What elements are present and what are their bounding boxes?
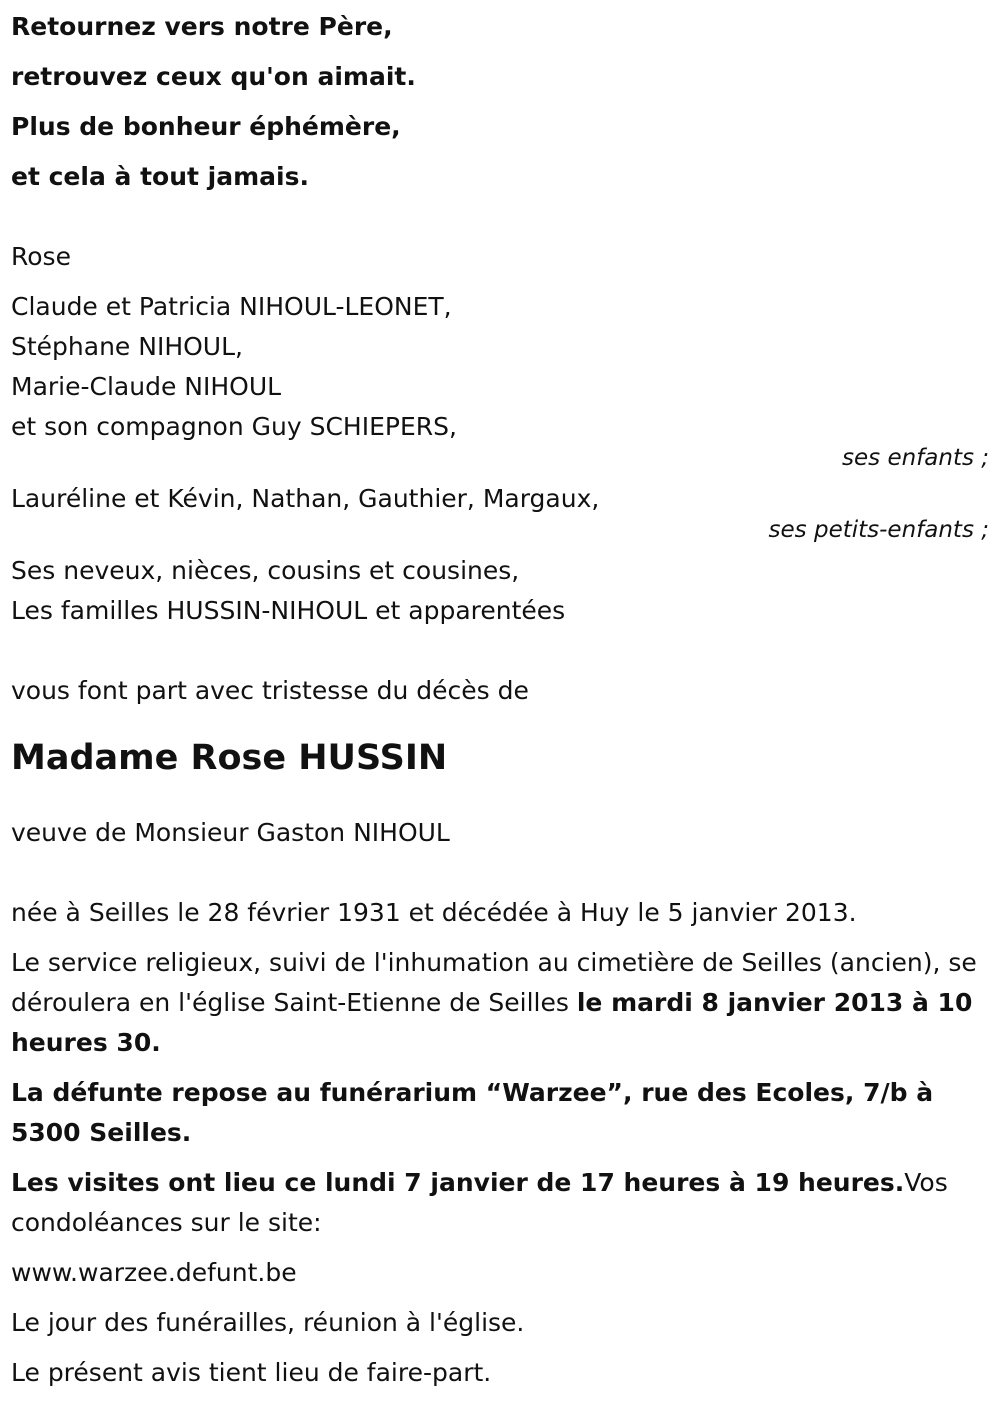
child-line: et son compagnon Guy SCHIEPERS,: [11, 412, 457, 441]
grandchildren-role: ses petits-enfants ;: [768, 517, 989, 543]
poem-line: Retournez vers notre Père,: [11, 12, 393, 41]
grandchildren-line: Lauréline et Kévin, Nathan, Gauthier, Margaux,: [11, 484, 600, 513]
other-relatives: [11, 551, 991, 631]
funerarium-text: La défunte repose au funérarium “Warzee”, rue des Ecoles, 7/b à 5300 Seilles.: [11, 1078, 934, 1147]
poem-line: et cela à tout jamais.: [11, 162, 309, 191]
poem-line: Plus de bonheur éphémère,: [11, 112, 401, 141]
visits-info: [11, 1163, 991, 1243]
service-info: [11, 943, 991, 1063]
child-line: Claude et Patricia NIHOUL-LEONET,: [11, 292, 452, 321]
service-date: le mardi 8 janvier 2013 à 10 heures 30.: [11, 988, 973, 1057]
deceased-name: Madame Rose HUSSIN: [11, 738, 448, 778]
relatives-line: Les familles HUSSIN-NIHOUL et apparentées: [11, 596, 566, 625]
birth-death: née à Seilles le 28 février 1931 et décédée à Huy le 5 janvier 2013.: [11, 898, 857, 927]
grandchildren-list: [11, 479, 991, 541]
notice-info: Le présent avis tient lieu de faire-part.: [11, 1358, 492, 1387]
widow-of: veuve de Monsieur Gaston NIHOUL: [11, 818, 450, 847]
obituary-notice: [11, 7, 991, 1403]
meeting-info: Le jour des funérailles, réunion à l'église.: [11, 1308, 525, 1337]
funerarium-info: [11, 1073, 991, 1153]
spouse: [11, 237, 991, 277]
condolences-text: Vos condoléances sur le site:: [11, 1168, 948, 1237]
website: www.warzee.defunt.be: [11, 1258, 297, 1287]
children-list: [11, 287, 991, 469]
service-text: Le service religieux, suivi de l'inhumation au cimetière de Seilles (ancien), se déroulera en l'église Saint-Etienne de Seilles: [11, 948, 977, 1017]
announcement: vous font part avec tristesse du décès de: [11, 676, 529, 705]
poem: [11, 7, 991, 197]
poem-line: retrouvez ceux qu'on aimait.: [11, 62, 416, 91]
visits-hours: Les visites ont lieu ce lundi 7 janvier de 17 heures à 19 heures.: [11, 1168, 905, 1197]
child-line: Marie-Claude NIHOUL: [11, 372, 282, 401]
child-line: Stéphane NIHOUL,: [11, 332, 243, 361]
relatives-line: Ses neveux, nièces, cousins et cousines,: [11, 556, 520, 585]
children-role: ses enfants ;: [842, 445, 989, 471]
spouse-name: Rose: [11, 242, 71, 271]
